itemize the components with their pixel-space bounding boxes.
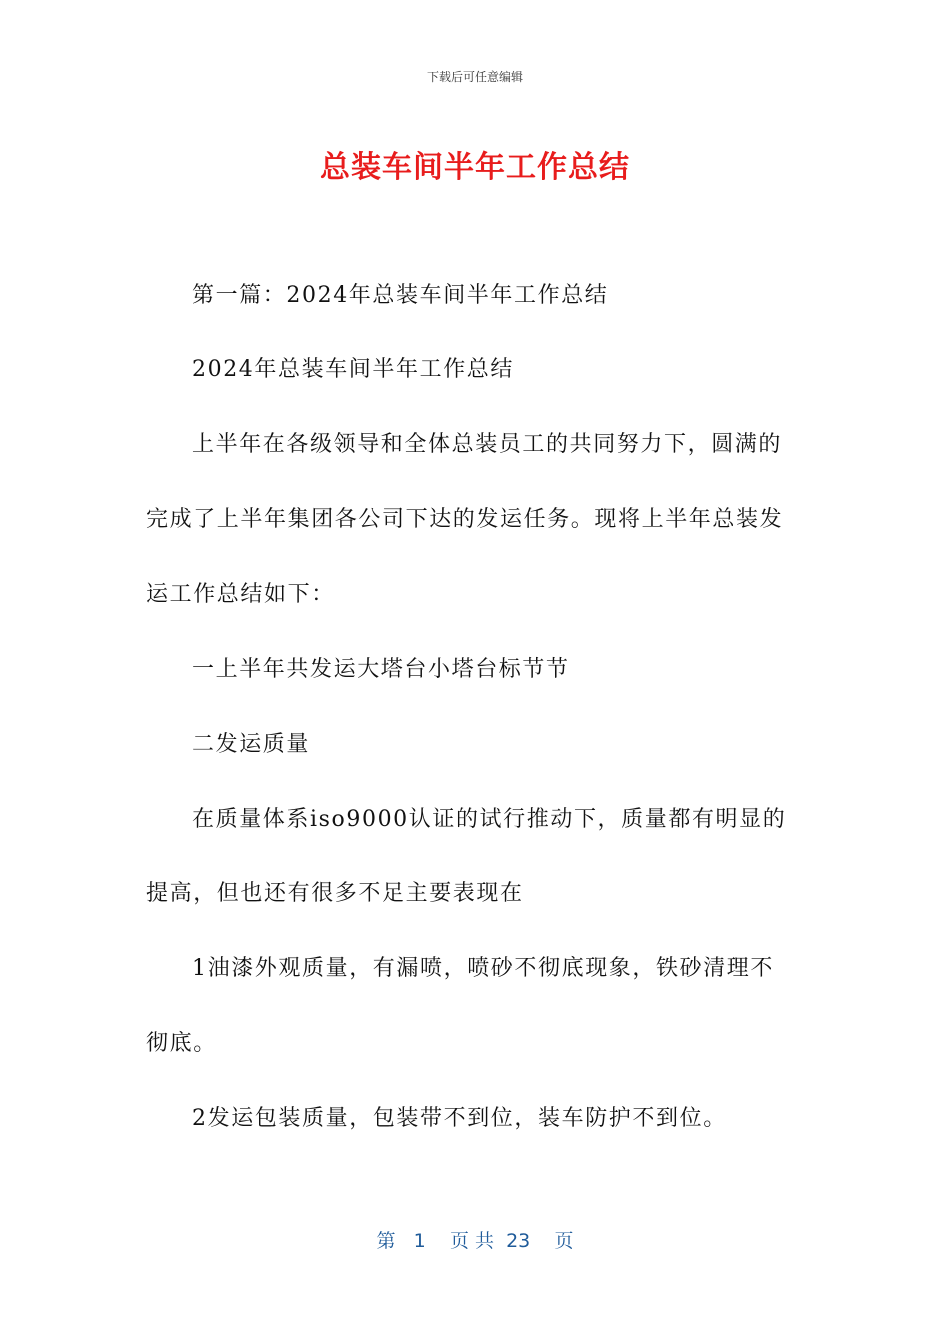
subtitle-line: 2024年总装车间半年工作总结 (192, 357, 514, 382)
paragraph-line: 完成了上半年集团各公司下达的发运任务。现将上半年总装发 (146, 507, 784, 532)
paragraph-line: 彻底。 (146, 1031, 217, 1056)
header-note: 下载后可任意编辑 (426, 70, 523, 84)
list-item-line: 2发运包装质量，包装带不到位，装车防护不到位。 (192, 1106, 727, 1131)
paragraph-line: 运工作总结如下： (146, 582, 335, 607)
section-heading-line: 二发运质量 (192, 732, 311, 757)
paragraph-line: 上半年在各级领导和全体总装员工的共同努力下，圆满的 (192, 432, 783, 457)
paragraph-line: 提高，但也还有很多不足主要表现在 (146, 881, 524, 906)
footer-suffix: 页 (554, 1230, 574, 1252)
paragraph-line: 在质量体系iso9000认证的试行推动下，质量都有明显的 (192, 807, 787, 832)
page-footer (0, 1226, 950, 1253)
list-item-line: 1油漆外观质量，有漏喷，喷砂不彻底现象，铁砂清理不 (192, 956, 774, 981)
list-item-line: 一上半年共发运大塔台小塔台标节节 (192, 657, 570, 682)
footer-prefix: 第 (376, 1230, 396, 1252)
footer-middle: 页 共 (449, 1230, 494, 1252)
footer-total-pages: 23 (506, 1230, 531, 1252)
footer-current-page: 1 (413, 1230, 426, 1252)
document-title: 总装车间半年工作总结 (320, 150, 630, 185)
section-heading: 第一篇：2024年总装车间半年工作总结 (192, 283, 609, 308)
